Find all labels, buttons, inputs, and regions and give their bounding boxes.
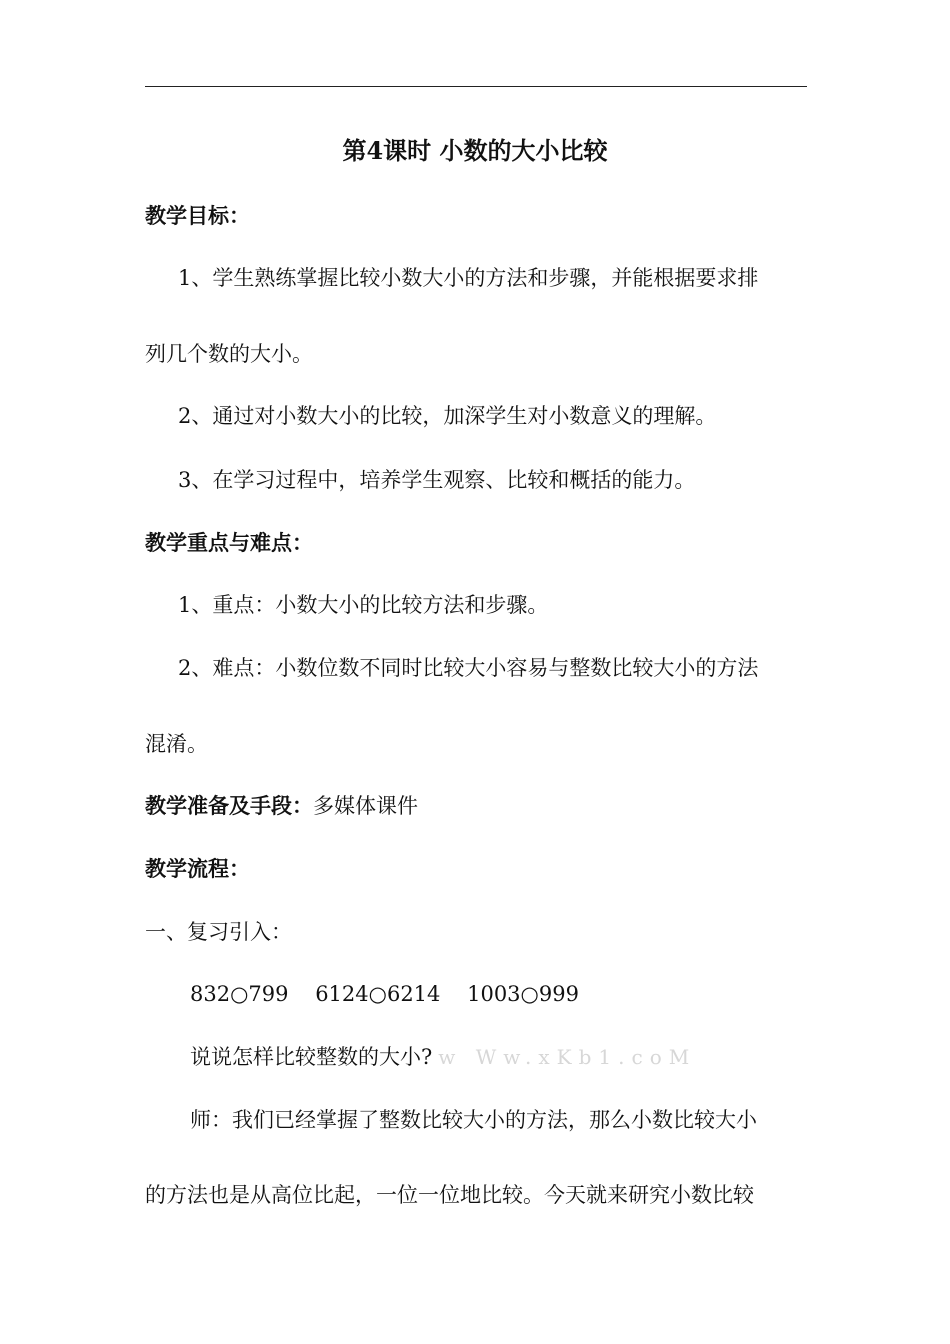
prep-heading: 教学准备及手段： <box>145 793 313 818</box>
watermark: w Ww.xKb1.coM <box>438 1045 697 1069</box>
goal-1: 1、学生熟练掌握比较小数大小的方法和步骤，并能根据要求排 <box>178 266 759 290</box>
goal-3: 3、在学习过程中，培养学生观察、比较和概括的能力。 <box>178 468 696 492</box>
teacher-line-1: 师：我们已经掌握了整数比较大小的方法，那么小数比较大小 <box>190 1108 757 1132</box>
compare-exercise: 832○799 6124○6214 1003○999 <box>190 982 579 1006</box>
key-point-2-continued: 混淆。 <box>145 732 208 756</box>
goal-2: 2、通过对小数大小的比较，加深学生对小数意义的理解。 <box>178 404 717 428</box>
key-point-1: 1、重点：小数大小的比较方法和步骤。 <box>178 593 549 617</box>
section-one-heading: 一、复习引入： <box>145 920 292 944</box>
prep-text: 多媒体课件 <box>313 794 418 818</box>
header-rule <box>145 86 807 87</box>
teacher-line-2: 的方法也是从高位比起，一位一位地比较。今天就来研究小数比较 <box>145 1183 754 1207</box>
key-points-heading: 教学重点与难点： <box>145 530 313 555</box>
key-point-2: 2、难点：小数位数不同时比较大小容易与整数比较大小的方法 <box>178 656 759 680</box>
goal-1-continued: 列几个数的大小。 <box>145 342 313 366</box>
page-title: 第4课时 小数的大小比较 <box>342 136 608 165</box>
flow-heading: 教学流程： <box>145 856 250 881</box>
prep-line <box>145 792 418 820</box>
goals-heading: 教学目标： <box>145 203 250 228</box>
question-line <box>190 1043 696 1071</box>
question-text: 说说怎样比较整数的大小? <box>190 1045 433 1069</box>
